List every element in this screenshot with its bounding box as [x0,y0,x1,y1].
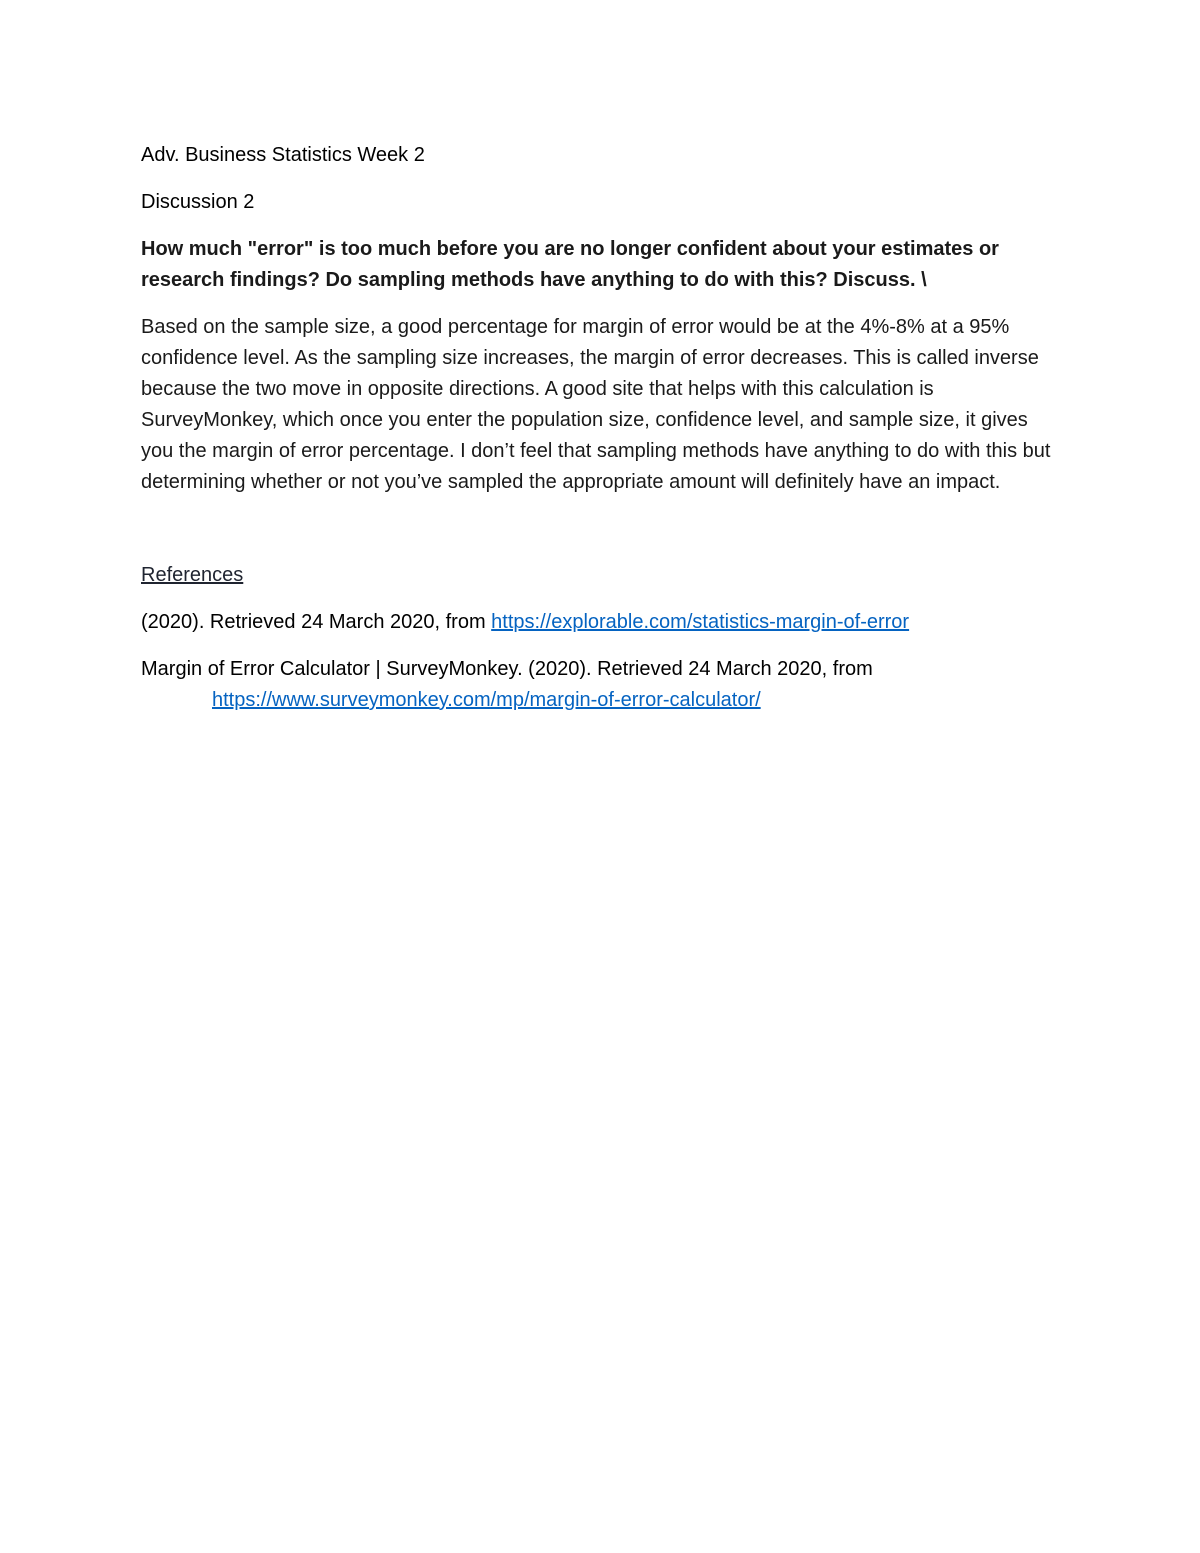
reference-link-2[interactable]: https://www.surveymonkey.com/mp/margin-of-error-calculator/ [212,689,761,711]
document-content [141,140,1051,732]
discussion-question: How much "error" is too much before you are no longer confident about your estimates or research findings? Do sampling methods have anything to do with this? Discuss. \ [141,238,999,291]
reference-text-1: (2020). Retrieved 24 March 2020, from [141,611,492,633]
reference-link-1[interactable]: https://explorable.com/statistics-margin-of-error [491,611,910,633]
reference-text-2: Margin of Error Calculator | SurveyMonkey. (2020). Retrieved 24 March 2020, from [141,658,873,680]
reference-entry-1 [141,607,1051,638]
reference-entry-2 [141,654,1051,716]
document-subtitle: Discussion 2 [141,191,255,213]
references-heading: References [141,564,244,586]
document-title: Adv. Business Statistics Week 2 [141,144,425,166]
discussion-response: Based on the sample size, a good percentage for margin of error would be at the 4%-8% at a 95% confidence level. As the sampling size increases, the margin of error decreases. This is called inverse because the two move in opposite directions. A good site that helps with this calculation is SurveyMonkey, which once you enter the population size, confidence level, and sample size, it gives you the margin of error percentage. I don’t feel that sampling methods have anything to do with this but determining whether or not you’ve sampled the appropriate amount will definitely have an impact. [141,316,1051,493]
